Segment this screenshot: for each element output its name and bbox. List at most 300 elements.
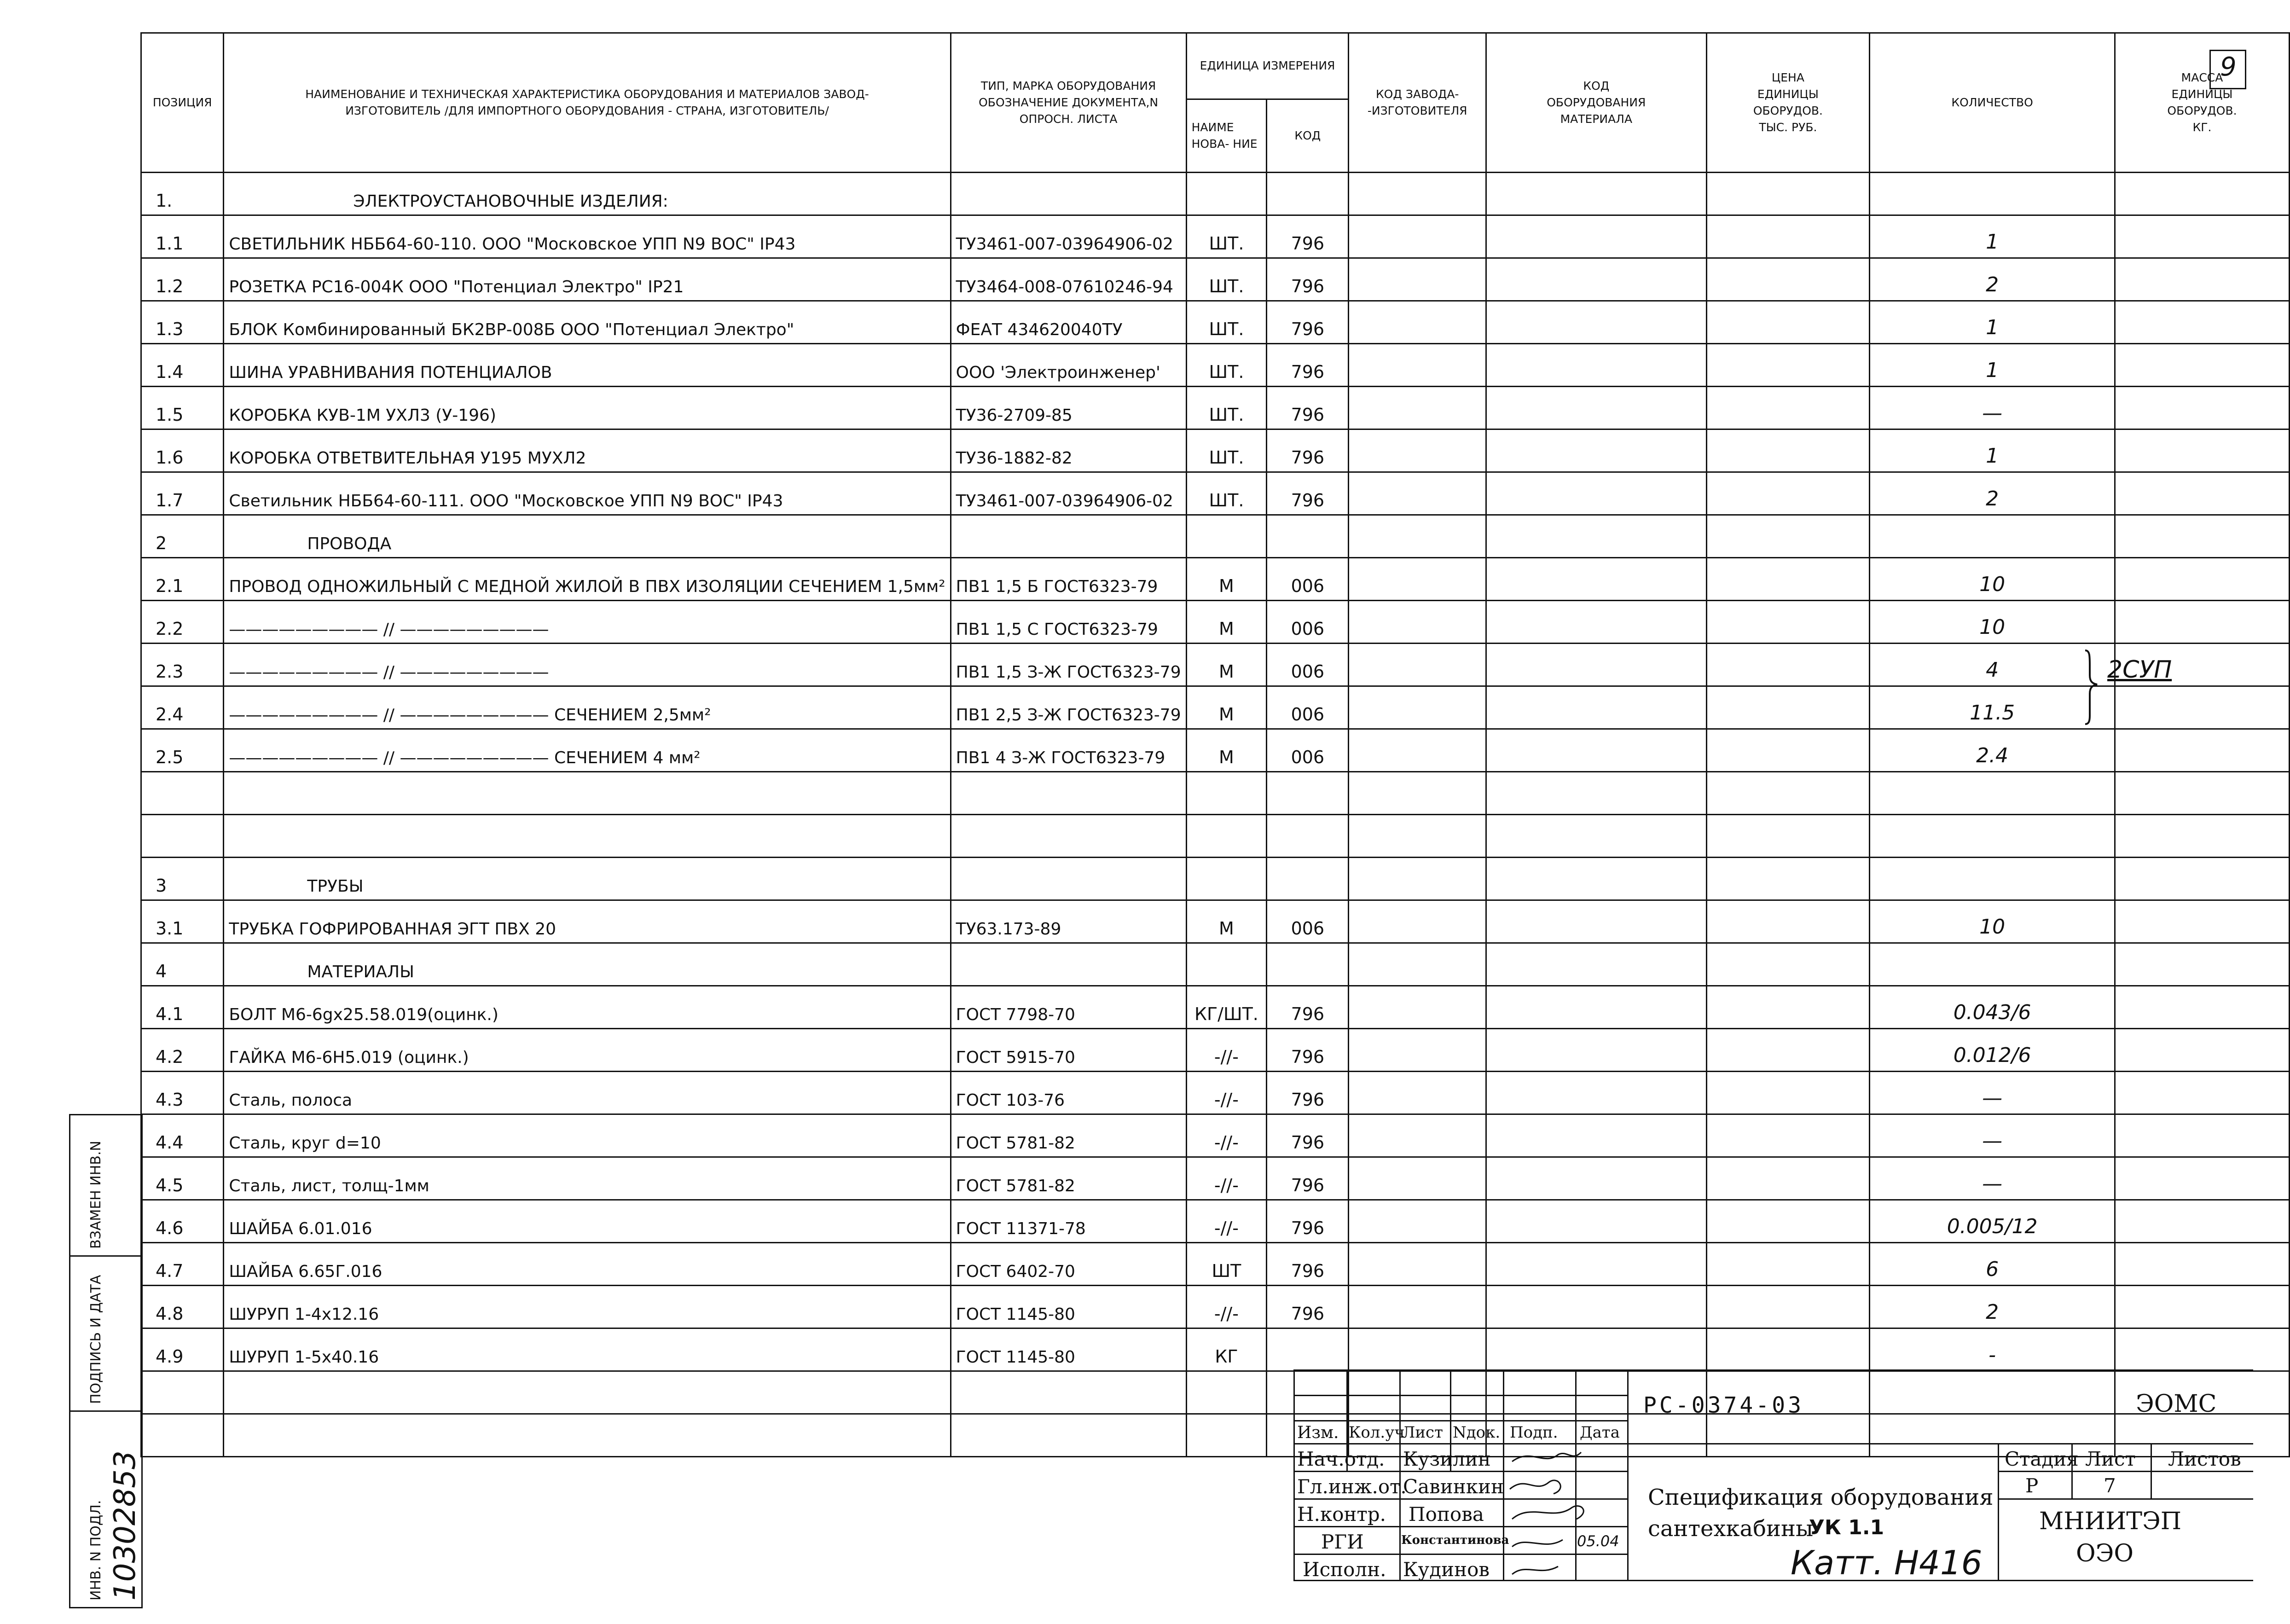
cell-equipment-code <box>1486 215 1707 258</box>
signature-scribbles <box>1503 1443 1627 1581</box>
cell-type <box>951 173 1186 215</box>
cell-type <box>951 815 1186 858</box>
cell-position: 4.7 <box>141 1243 224 1286</box>
cell-mass <box>2115 472 2289 515</box>
cell-maker-code <box>1349 515 1486 558</box>
cell-price <box>1706 215 1870 258</box>
cell-price <box>1706 258 1870 301</box>
cell-name: ПРОВОД ОДНОЖИЛЬНЫЙ С МЕДНОЙ ЖИЛОЙ В ПВХ ИЗОЛЯЦИИ СЕЧЕНИЕМ 1,5мм² <box>224 558 951 601</box>
cell-price <box>1706 815 1870 858</box>
cell-maker-code <box>1349 815 1486 858</box>
cell-unit <box>1186 173 1267 215</box>
cell-unit: М <box>1186 729 1267 772</box>
cell-mass <box>2115 258 2289 301</box>
header-price: ЦЕНА ЕДИНИЦЫ ОБОРУДОВ. ТЫС. РУБ. <box>1706 33 1870 173</box>
role-name-1: Савинкин <box>1403 1475 1504 1498</box>
table-row <box>141 1200 2290 1243</box>
cell-equipment-code <box>1486 815 1707 858</box>
table-row <box>141 387 2290 429</box>
cell-mass <box>2115 387 2289 429</box>
cell-unit <box>1186 772 1267 815</box>
cell-mass <box>2115 772 2289 815</box>
cell-unit: ШТ. <box>1186 301 1267 344</box>
cell-type <box>951 943 1186 986</box>
margin-inv-number: 10302853 <box>108 1450 142 1601</box>
role-date-3: 05.04 <box>1577 1532 1619 1550</box>
cell-type <box>951 1414 1186 1457</box>
role-1: Гл.инж.от. <box>1297 1475 1407 1498</box>
cell-quantity <box>1870 515 2115 558</box>
cell-quantity: 0.043/6 <box>1870 986 2115 1029</box>
cell-quantity <box>1870 815 2115 858</box>
cell-name: БОЛТ М6-6gх25.58.019(оцинк.) <box>224 986 951 1029</box>
cell-quantity: — <box>1870 1157 2115 1200</box>
cell-type: ГОСТ 103-76 <box>951 1072 1186 1114</box>
cell-mass <box>2115 729 2289 772</box>
cell-position: 4 <box>141 943 224 986</box>
header-equipment-code: КОД ОБОРУДОВАНИЯ МАТЕРИАЛА <box>1486 33 1707 173</box>
cell-name: ————————— // ————————— СЕЧЕНИЕМ 2,5мм² <box>224 686 951 729</box>
cell-unit: КГ <box>1186 1328 1267 1371</box>
cell-price <box>1706 472 1870 515</box>
doc-code: РС-0374-03 <box>1643 1392 1804 1418</box>
cell-equipment-code <box>1486 387 1707 429</box>
brace-note: 2СУП <box>2107 656 2172 684</box>
cell-mass <box>2115 1200 2289 1243</box>
cell-unit-code: 006 <box>1267 644 1349 686</box>
cell-maker-code <box>1349 258 1486 301</box>
cell-name: ————————— // ————————— <box>224 601 951 644</box>
header-name: НАИМЕНОВАНИЕ И ТЕХНИЧЕСКАЯ ХАРАКТЕРИСТИКА ОБОРУДОВАНИЯ И МАТЕРИАЛОВ ЗАВОД-ИЗГОТОВИТЕЛЬ /ДЛЯ ИМПОРТНОГО ОБОРУДОВАНИЯ - СТРАНА, ИЗГОТОВИТЕЛЬ/ <box>224 33 951 173</box>
cell-unit: ШТ <box>1186 1243 1267 1286</box>
cell-unit-code: 796 <box>1267 258 1349 301</box>
cell-type <box>951 515 1186 558</box>
cell-position: 2.1 <box>141 558 224 601</box>
cell-position: 4.2 <box>141 1029 224 1072</box>
cell-quantity <box>1870 858 2115 900</box>
cell-type: ПВ1 1,5 Б ГОСТ6323-79 <box>951 558 1186 601</box>
cell-price <box>1706 1072 1870 1114</box>
sheets-label: Листов <box>2168 1448 2241 1470</box>
cell-equipment-code <box>1486 986 1707 1029</box>
cell-mass <box>2115 858 2289 900</box>
cell-unit-code: 006 <box>1267 558 1349 601</box>
cell-price <box>1706 1286 1870 1328</box>
margin-signature-cell <box>69 1255 143 1412</box>
cell-type: ТУ3461-007-03964906-02 <box>951 215 1186 258</box>
cell-type: ГОСТ 5915-70 <box>951 1029 1186 1072</box>
cell-unit-code: 006 <box>1267 601 1349 644</box>
sheet-value: 7 <box>2104 1474 2116 1497</box>
cell-type: ГОСТ 1145-80 <box>951 1286 1186 1328</box>
cell-name: ШАЙБА 6.01.016 <box>224 1200 951 1243</box>
section-code: ЭОМС <box>2136 1390 2217 1418</box>
table-row <box>141 258 2290 301</box>
cell-unit: -//- <box>1186 1286 1267 1328</box>
cell-unit-code: 006 <box>1267 686 1349 729</box>
header-type: ТИП, МАРКА ОБОРУДОВАНИЯ ОБОЗНАЧЕНИЕ ДОКУМЕНТА,N ОПРОСН. ЛИСТА <box>951 33 1186 173</box>
title-block <box>1293 1369 2253 1581</box>
cell-maker-code <box>1349 472 1486 515</box>
table-row <box>141 472 2290 515</box>
cell-name: Сталь, полоса <box>224 1072 951 1114</box>
cell-unit-code <box>1267 515 1349 558</box>
header-unit-code: КОД <box>1267 99 1349 172</box>
cell-maker-code <box>1349 986 1486 1029</box>
cell-unit-code: 796 <box>1267 1157 1349 1200</box>
table-row <box>141 1114 2290 1157</box>
cell-unit-code: 796 <box>1267 1200 1349 1243</box>
cell-unit <box>1186 515 1267 558</box>
cell-name: ШАЙБА 6.65Г.016 <box>224 1243 951 1286</box>
cell-mass <box>2115 515 2289 558</box>
cell-mass <box>2115 1286 2289 1328</box>
cell-unit: ШТ. <box>1186 387 1267 429</box>
cell-unit: ШТ. <box>1186 429 1267 472</box>
cell-quantity: 2 <box>1870 258 2115 301</box>
cell-name: ТРУБКА ГОФРИРОВАННАЯ ЭГТ ПВХ 20 <box>224 900 951 943</box>
col-data: Дата <box>1580 1423 1620 1442</box>
cell-type: ГОСТ 11371-78 <box>951 1200 1186 1243</box>
title-line-1: Спецификация оборудования <box>1648 1485 1994 1510</box>
cell-unit-code: 796 <box>1267 1072 1349 1114</box>
cell-price <box>1706 429 1870 472</box>
table-row <box>141 1328 2290 1371</box>
cell-unit-code: 796 <box>1267 1114 1349 1157</box>
cell-quantity: 0.012/6 <box>1870 1029 2115 1072</box>
cell-unit-code <box>1267 858 1349 900</box>
cell-unit: -//- <box>1186 1200 1267 1243</box>
cell-equipment-code <box>1486 729 1707 772</box>
cell-mass <box>2115 173 2289 215</box>
cell-position: 1.6 <box>141 429 224 472</box>
cell-maker-code <box>1349 1072 1486 1114</box>
cell-position <box>141 1414 224 1457</box>
role-name-2: Попова <box>1409 1503 1484 1525</box>
cell-price <box>1706 601 1870 644</box>
cell-unit-code: 796 <box>1267 301 1349 344</box>
cell-maker-code <box>1349 1157 1486 1200</box>
cell-position: 4.5 <box>141 1157 224 1200</box>
table-row <box>141 173 2290 215</box>
margin-signature-label: ПОДПИСЬ И ДАТА <box>88 1275 104 1404</box>
table-row <box>141 1029 2290 1072</box>
cell-quantity <box>1870 943 2115 986</box>
cell-name: КОРОБКА КУВ-1М УХЛ3 (У-196) <box>224 387 951 429</box>
handwritten-note: Катт. Н416 <box>1791 1543 1983 1582</box>
table-row <box>141 558 2290 601</box>
cell-equipment-code <box>1486 601 1707 644</box>
cell-type: ГОСТ 6402-70 <box>951 1243 1186 1286</box>
header-unit-name: НАИМЕ НОВА- НИЕ <box>1186 99 1267 172</box>
cell-type: ПВ1 1,5 С ГОСТ6323-79 <box>951 601 1186 644</box>
cell-type <box>951 772 1186 815</box>
table-row <box>141 515 2290 558</box>
cell-price <box>1706 1029 1870 1072</box>
cell-position <box>141 772 224 815</box>
cell-type: ТУ3464-008-07610246-94 <box>951 258 1186 301</box>
cell-type: ГОСТ 7798-70 <box>951 986 1186 1029</box>
cell-mass <box>2115 1029 2289 1072</box>
cell-position: 4.6 <box>141 1200 224 1243</box>
sheet-label: Лист <box>2085 1448 2136 1470</box>
margin-inv-cell <box>69 1410 143 1608</box>
cell-equipment-code <box>1486 686 1707 729</box>
cell-maker-code <box>1349 1114 1486 1157</box>
cell-mass <box>2115 1243 2289 1286</box>
cell-position: 1.3 <box>141 301 224 344</box>
cell-maker-code <box>1349 387 1486 429</box>
cell-position: 3.1 <box>141 900 224 943</box>
title-line-2: сантехкабины <box>1648 1516 1814 1542</box>
table-row <box>141 858 2290 900</box>
cell-unit <box>1186 1371 1267 1414</box>
cell-unit: ШТ. <box>1186 344 1267 387</box>
cell-position: 4.4 <box>141 1114 224 1157</box>
cell-mass <box>2115 558 2289 601</box>
cell-maker-code <box>1349 1200 1486 1243</box>
cell-equipment-code <box>1486 772 1707 815</box>
cell-unit <box>1186 815 1267 858</box>
cell-type: ГОСТ 1145-80 <box>951 1328 1186 1371</box>
cell-unit: М <box>1186 644 1267 686</box>
role-2: Н.контр. <box>1297 1503 1386 1525</box>
cell-type: ГОСТ 5781-82 <box>951 1114 1186 1157</box>
cell-quantity: 1 <box>1870 344 2115 387</box>
cell-position: 1.2 <box>141 258 224 301</box>
title-model: УК 1.1 <box>1809 1516 1884 1539</box>
cell-unit-code: 006 <box>1267 729 1349 772</box>
role-3: РГИ <box>1321 1531 1364 1553</box>
table-row <box>141 815 2290 858</box>
role-0: Нач.отд. <box>1297 1448 1385 1470</box>
table-row <box>141 772 2290 815</box>
cell-price <box>1706 1114 1870 1157</box>
cell-mass <box>2115 1072 2289 1114</box>
org-line-2: ОЭО <box>2076 1540 2134 1567</box>
cell-maker-code <box>1349 173 1486 215</box>
org-line-1: МНИИТЭП <box>2039 1508 2182 1535</box>
cell-quantity: 1 <box>1870 215 2115 258</box>
cell-equipment-code <box>1486 515 1707 558</box>
cell-equipment-code <box>1486 472 1707 515</box>
cell-unit-code: 796 <box>1267 1286 1349 1328</box>
cell-price <box>1706 858 1870 900</box>
cell-mass <box>2115 943 2289 986</box>
cell-price <box>1706 344 1870 387</box>
cell-position: 4.8 <box>141 1286 224 1328</box>
table-row <box>141 900 2290 943</box>
cell-price <box>1706 943 1870 986</box>
cell-price <box>1706 986 1870 1029</box>
cell-equipment-code <box>1486 1286 1707 1328</box>
cell-unit-code: 796 <box>1267 387 1349 429</box>
table-row <box>141 429 2290 472</box>
cell-name: МАТЕРИАЛЫ <box>224 943 951 986</box>
cell-price <box>1706 387 1870 429</box>
cell-maker-code <box>1349 1328 1486 1371</box>
header-quantity: КОЛИЧЕСТВО <box>1870 33 2115 173</box>
cell-equipment-code <box>1486 1029 1707 1072</box>
cell-maker-code <box>1349 943 1486 986</box>
cell-unit-code <box>1267 173 1349 215</box>
cell-mass <box>2115 301 2289 344</box>
cell-maker-code <box>1349 344 1486 387</box>
cell-quantity: 10 <box>1870 558 2115 601</box>
cell-type: ООО 'Электроинженер' <box>951 344 1186 387</box>
header-position: ПОЗИЦИЯ <box>141 33 224 173</box>
cell-position: 4.3 <box>141 1072 224 1114</box>
cell-maker-code <box>1349 858 1486 900</box>
cell-maker-code <box>1349 429 1486 472</box>
margin-inv-label: ИНВ. N ПОДЛ. <box>88 1500 104 1601</box>
margin-vzam-cell <box>69 1114 143 1257</box>
cell-mass <box>2115 344 2289 387</box>
cell-unit: -//- <box>1186 1157 1267 1200</box>
cell-unit: -//- <box>1186 1029 1267 1072</box>
cell-quantity: 11.5 <box>1870 686 2115 729</box>
cell-type: ТУ3461-007-03964906-02 <box>951 472 1186 515</box>
cell-quantity: 6 <box>1870 1243 2115 1286</box>
cell-type: ТУ36-1882-82 <box>951 429 1186 472</box>
cell-quantity: — <box>1870 1072 2115 1114</box>
cell-quantity: — <box>1870 387 2115 429</box>
cell-quantity: 2 <box>1870 1286 2115 1328</box>
role-name-0: Кузилин <box>1403 1448 1491 1470</box>
cell-name: РОЗЕТКА РС16-004К ООО "Потенциал Электро" IP21 <box>224 258 951 301</box>
cell-quantity: 2 <box>1870 472 2115 515</box>
cell-quantity: 1 <box>1870 301 2115 344</box>
cell-maker-code <box>1349 1286 1486 1328</box>
cell-price <box>1706 558 1870 601</box>
cell-unit-code <box>1267 943 1349 986</box>
cell-equipment-code <box>1486 173 1707 215</box>
cell-equipment-code <box>1486 258 1707 301</box>
cell-mass <box>2115 1114 2289 1157</box>
cell-quantity: 0.005/12 <box>1870 1200 2115 1243</box>
cell-unit-code <box>1267 772 1349 815</box>
cell-maker-code <box>1349 558 1486 601</box>
cell-mass <box>2115 815 2289 858</box>
cell-name: ЭЛЕКТРОУСТАНОВОЧНЫЕ ИЗДЕЛИЯ: <box>224 173 951 215</box>
cell-unit: КГ/ШТ. <box>1186 986 1267 1029</box>
cell-type: ПВ1 4 З-Ж ГОСТ6323-79 <box>951 729 1186 772</box>
cell-name: БЛОК Комбинированный БК2ВР-008Б ООО "Потенциал Электро" <box>224 301 951 344</box>
cell-unit-code: 796 <box>1267 1243 1349 1286</box>
cell-type: ТУ36-2709-85 <box>951 387 1186 429</box>
cell-mass <box>2115 1157 2289 1200</box>
cell-maker-code <box>1349 1029 1486 1072</box>
cell-type: ФЕАТ 434620040ТУ <box>951 301 1186 344</box>
cell-name <box>224 1371 951 1414</box>
cell-unit-code: 796 <box>1267 472 1349 515</box>
header-maker-code: КОД ЗАВОДА- -ИЗГОТОВИТЕЛЯ <box>1349 33 1486 173</box>
cell-name: ————————— // ————————— СЕЧЕНИЕМ 4 мм² <box>224 729 951 772</box>
cell-equipment-code <box>1486 644 1707 686</box>
cell-maker-code <box>1349 601 1486 644</box>
cell-mass <box>2115 900 2289 943</box>
specification-rows <box>141 173 2290 1457</box>
cell-price <box>1706 900 1870 943</box>
cell-name: ПРОВОДА <box>224 515 951 558</box>
cell-price <box>1706 1328 1870 1371</box>
cell-position: 1.5 <box>141 387 224 429</box>
table-row <box>141 686 2290 729</box>
cell-equipment-code <box>1486 943 1707 986</box>
cell-type: ТУ63.173-89 <box>951 900 1186 943</box>
cell-equipment-code <box>1486 344 1707 387</box>
cell-price <box>1706 1243 1870 1286</box>
cell-equipment-code <box>1486 301 1707 344</box>
table-row <box>141 1243 2290 1286</box>
table-row <box>141 301 2290 344</box>
header-mass: МАССА ЕДИНИЦЫ ОБОРУДОВ. КГ. <box>2115 33 2289 173</box>
cell-equipment-code <box>1486 1072 1707 1114</box>
col-list: Лист <box>1402 1423 1443 1442</box>
cell-type <box>951 858 1186 900</box>
table-row <box>141 986 2290 1029</box>
cell-unit <box>1186 858 1267 900</box>
cell-maker-code <box>1349 1243 1486 1286</box>
cell-position: 4.9 <box>141 1328 224 1371</box>
table-row <box>141 729 2290 772</box>
cell-position: 1. <box>141 173 224 215</box>
binding-margin <box>69 1114 145 1611</box>
cell-name: КОРОБКА ОТВЕТВИТЕЛЬНАЯ У195 МУХЛ2 <box>224 429 951 472</box>
table-row <box>141 215 2290 258</box>
cell-position <box>141 1371 224 1414</box>
cell-price <box>1706 772 1870 815</box>
cell-unit: М <box>1186 900 1267 943</box>
cell-name: ————————— // ————————— <box>224 644 951 686</box>
cell-quantity: 10 <box>1870 900 2115 943</box>
cell-equipment-code <box>1486 1114 1707 1157</box>
cell-quantity: - <box>1870 1328 2115 1371</box>
cell-mass <box>2115 215 2289 258</box>
cell-type: ГОСТ 5781-82 <box>951 1157 1186 1200</box>
cell-type: ПВ1 2,5 З-Ж ГОСТ6323-79 <box>951 686 1186 729</box>
col-podp: Подп. <box>1510 1423 1558 1442</box>
cell-equipment-code <box>1486 858 1707 900</box>
cell-mass <box>2115 1328 2289 1371</box>
stage-value: Р <box>2025 1474 2039 1497</box>
cell-name <box>224 772 951 815</box>
cell-name: ШУРУП 1-4х12.16 <box>224 1286 951 1328</box>
cell-quantity: 1 <box>1870 429 2115 472</box>
cell-unit: -//- <box>1186 1072 1267 1114</box>
table-row <box>141 943 2290 986</box>
brace-annotation <box>2076 647 2182 725</box>
header-unit: ЕДИНИЦА ИЗМЕРЕНИЯ <box>1186 33 1349 99</box>
cell-quantity: — <box>1870 1114 2115 1157</box>
cell-unit-code: 796 <box>1267 344 1349 387</box>
cell-equipment-code <box>1486 429 1707 472</box>
cell-name: Сталь, круг d=10 <box>224 1114 951 1157</box>
table-row <box>141 1157 2290 1200</box>
col-koluch: Кол.уч <box>1349 1423 1405 1442</box>
cell-position: 4.1 <box>141 986 224 1029</box>
cell-equipment-code <box>1486 900 1707 943</box>
cell-quantity <box>1870 772 2115 815</box>
cell-unit: -//- <box>1186 1114 1267 1157</box>
cell-position: 2.4 <box>141 686 224 729</box>
cell-price <box>1706 515 1870 558</box>
cell-type: ПВ1 1,5 З-Ж ГОСТ6323-79 <box>951 644 1186 686</box>
cell-unit-code: 796 <box>1267 1029 1349 1072</box>
table-row <box>141 1286 2290 1328</box>
cell-position: 2.5 <box>141 729 224 772</box>
table-row <box>141 601 2290 644</box>
